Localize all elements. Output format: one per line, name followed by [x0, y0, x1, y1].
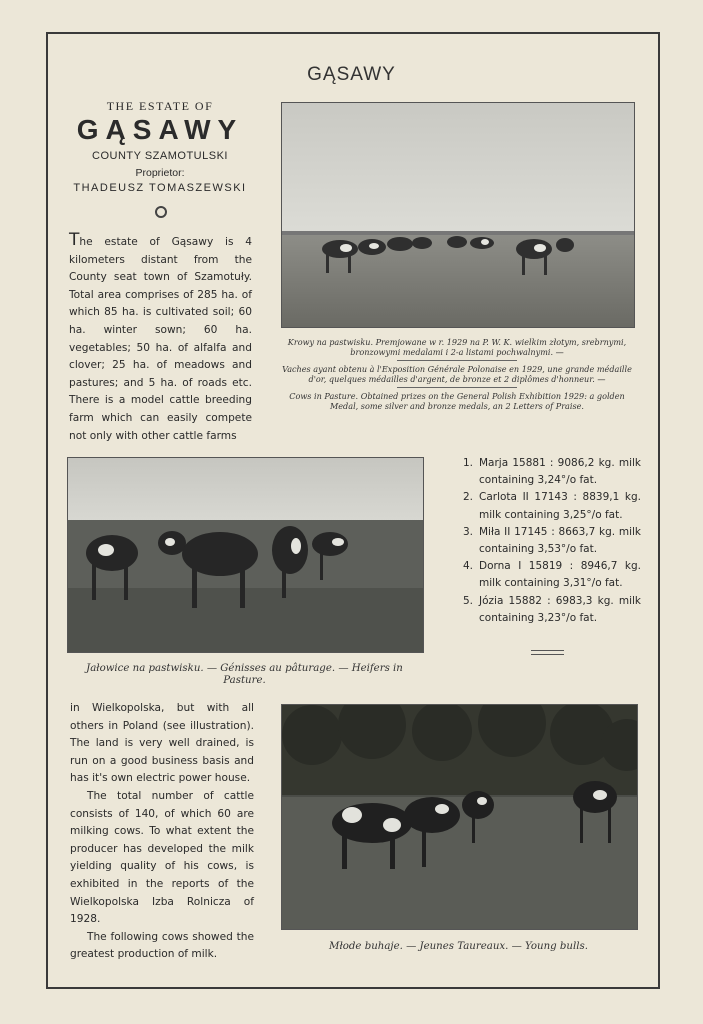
list-item — [463, 489, 641, 523]
photo1-caption-fr: Vaches ayant obtenu à l'Exposition Générale Polonaise en 1929, une grande médaille d'or, quelques médailles d'argent, de bronze et 2 diplômes d'honneur. — — [282, 364, 632, 384]
proprietor-label: Proprietor: — [135, 167, 185, 179]
list-item-number: 4. — [463, 560, 474, 573]
list-item-text: Marja 15881 : 9086,2 kg. milk containing 3,24°/o fat. — [479, 457, 641, 487]
estate-name: GĄSAWY — [76, 114, 244, 145]
list-item-number: 1. — [463, 457, 474, 469]
caption-divider — [397, 360, 517, 361]
list-item-text: Carlota II 17143 : 8839,1 kg. milk containing 3,25°/o fat. — [479, 491, 641, 521]
list-item — [463, 558, 641, 592]
milk-records-list — [463, 455, 641, 627]
continued-text — [70, 700, 254, 964]
list-item-text: Józia 15882 : 6983,3 kg. milk containing 3,23°/o fat. — [479, 594, 641, 624]
paragraph: in Wielkopolska, but with all others in Poland (see illustration). The land is very well drained, is run on a good business basis and has it's own electric power house. — [70, 702, 254, 785]
list-item-text: Miła II 17145 : 8663,7 kg. milk containing 3,53°/o fat. — [479, 525, 641, 556]
list-item-number: 5. — [463, 594, 474, 607]
section-divider — [531, 650, 564, 655]
photo2-caption: Jałowice na pastwisku. — Génisses au pâturage. — Heifers in Pasture. — [86, 663, 403, 686]
list-item-number: 3. — [463, 525, 474, 538]
list-item-number: 2. — [463, 491, 474, 504]
page-title: GĄSAWY — [307, 64, 396, 85]
county-label: COUNTY SZAMOTULSKI — [92, 150, 228, 162]
paragraph: The following cows showed the greatest production of milk. — [70, 930, 254, 961]
heifers-photo — [67, 457, 424, 653]
intro-paragraph: The estate of Gąsawy is 4 kilometers distant from the County seat town of Szamotuły. Total area comprises of 285 ha. of which 85 ha. is cultivated soil; 60 ha. winter sown; 60 ha. vegetables; 50 ha. of alfalfa and clover; 25 ha. of meadows and pastures; and 5 ha. of roads etc. There is a model cattle breeding farm which can easily compete not only with other cattle farms — [69, 230, 252, 442]
estate-of-label: THE ESTATE OF — [106, 99, 214, 113]
list-item-text: Dorna I 15819 : 8946,7 kg. milk containing 3,31°/o fat. — [479, 560, 641, 590]
photo1-caption — [279, 337, 635, 411]
young-bulls-photo — [281, 704, 638, 930]
caption-divider — [397, 387, 517, 388]
paragraph: The total number of cattle consists of 140, of which 60 are milking cows. To what extent the producer has developed the milk yielding quality of his cows, is exhibited in the reports of the Wielkopolska Izba Rolnicza of 1928. — [70, 789, 254, 926]
photo1-caption-en: Cows in Pasture. Obtained prizes on the General Polish Exhibition 1929: a golden Medal, some silver and bronze medals, an 2 Letters of Praise. — [289, 391, 625, 411]
photo1-caption-pl: Krowy na pastwisku. Premjowane w r. 1929 na P. W. K. wielkim złotym, srebrnymi, bronzowymi medalami i 2-a listami pochwalnymi. — — [287, 337, 627, 357]
photo3-caption: Młode buhaje. — Jeunes Taureaux. — Young bulls. — [329, 941, 588, 952]
proprietor-name: THADEUSZ TOMASZEWSKI — [73, 182, 247, 194]
list-item — [463, 524, 641, 558]
cows-pasture-photo — [281, 102, 635, 328]
list-item — [463, 455, 641, 489]
list-item — [463, 593, 641, 627]
ornament-ring — [155, 206, 167, 218]
